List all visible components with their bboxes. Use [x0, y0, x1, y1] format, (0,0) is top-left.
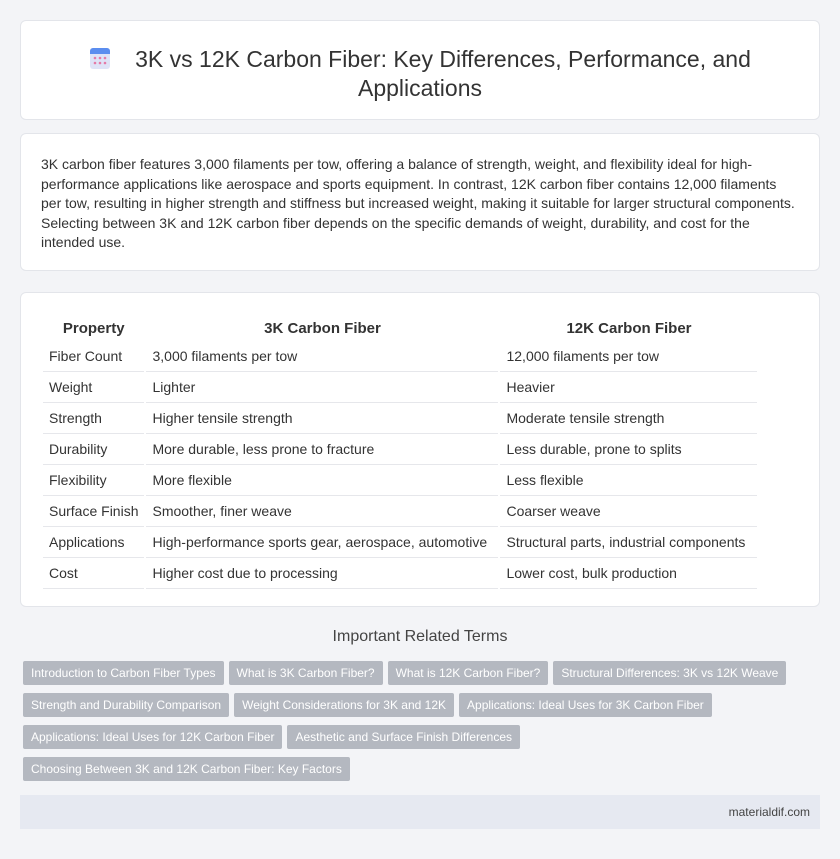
title-card	[20, 20, 820, 120]
property-cell: Surface Finish	[43, 496, 144, 527]
header-property: Property	[62, 320, 125, 337]
related-term-tag[interactable]: Introduction to Carbon Fiber Types	[23, 661, 224, 685]
related-term-tag[interactable]: Applications: Ideal Uses for 12K Carbon Fiber	[23, 725, 282, 749]
related-term-tag[interactable]: Applications: Ideal Uses for 3K Carbon Fiber	[459, 693, 712, 717]
value-12k-cell: Moderate tensile strength	[500, 403, 757, 434]
related-term-tag[interactable]: Choosing Between 3K and 12K Carbon Fiber: Key Factors	[23, 757, 350, 781]
comparison-table	[41, 311, 759, 589]
value-3k-cell: Higher cost due to processing	[146, 558, 498, 589]
property-cell: Strength	[43, 403, 144, 434]
related-term-tag[interactable]: Strength and Durability Comparison	[23, 693, 229, 717]
table-row	[43, 465, 757, 496]
table-row	[43, 434, 757, 465]
related-term-tag[interactable]: Weight Considerations for 3K and 12K	[234, 693, 454, 717]
page-title: 3K vs 12K Carbon Fiber: Key Differences, Performance, and Applications	[135, 46, 751, 101]
value-3k-cell: Smoother, finer weave	[146, 496, 498, 527]
header-12k: 12K Carbon Fiber	[566, 320, 692, 337]
intro-card	[20, 133, 820, 271]
value-12k-cell: 12,000 filaments per tow	[500, 341, 757, 372]
property-cell: Durability	[43, 434, 144, 465]
comparison-card	[20, 292, 820, 607]
table-header-row	[43, 311, 757, 341]
related-term-tag[interactable]: Aesthetic and Surface Finish Differences	[287, 725, 520, 749]
related-term-tag[interactable]: Structural Differences: 3K vs 12K Weave	[553, 661, 786, 685]
table-row	[43, 403, 757, 434]
table-row	[43, 496, 757, 527]
value-3k-cell: 3,000 filaments per tow	[146, 341, 498, 372]
value-12k-cell: Less durable, prone to splits	[500, 434, 757, 465]
value-3k-cell: More durable, less prone to fracture	[146, 434, 498, 465]
property-cell: Fiber Count	[43, 341, 144, 372]
value-12k-cell: Lower cost, bulk production	[500, 558, 757, 589]
table-row	[43, 558, 757, 589]
value-12k-cell: Coarser weave	[500, 496, 757, 527]
property-cell: Cost	[43, 558, 144, 589]
value-3k-cell: More flexible	[146, 465, 498, 496]
value-12k-cell: Heavier	[500, 372, 757, 403]
related-terms-heading: Important Related Terms	[332, 628, 508, 645]
related-term-tag[interactable]: What is 3K Carbon Fiber?	[229, 661, 383, 685]
related-term-tag[interactable]: What is 12K Carbon Fiber?	[388, 661, 549, 685]
value-3k-cell: Higher tensile strength	[146, 403, 498, 434]
footer-bar	[20, 795, 820, 829]
table-row	[43, 527, 757, 558]
property-cell: Flexibility	[43, 465, 144, 496]
property-cell: Weight	[43, 372, 144, 403]
intro-paragraph: 3K carbon fiber features 3,000 filaments per tow, offering a balance of strength, weight, and flexibility ideal for high-performance applications like aerospace and sports equipment. In contrast, 12K carbon fiber contains 12,000 filaments per tow, resulting in higher strength and stiffness but increased weight, making it suitable for larger structural components. Selecting between 3K and 12K carbon fiber depends on the specific demands of weight, durability, and cost for the intended use.	[41, 156, 795, 250]
value-3k-cell: Lighter	[146, 372, 498, 403]
calendar-icon	[89, 46, 111, 70]
related-terms-list	[23, 661, 813, 789]
property-cell: Applications	[43, 527, 144, 558]
value-12k-cell: Structural parts, industrial components	[500, 527, 757, 558]
page-title-wrap	[21, 45, 819, 103]
value-12k-cell: Less flexible	[500, 465, 757, 496]
value-3k-cell: High-performance sports gear, aerospace, automotive	[146, 527, 498, 558]
footer-site-link[interactable]: materialdif.com	[728, 805, 810, 819]
table-row	[43, 372, 757, 403]
table-row	[43, 341, 757, 372]
header-3k: 3K Carbon Fiber	[264, 320, 381, 337]
